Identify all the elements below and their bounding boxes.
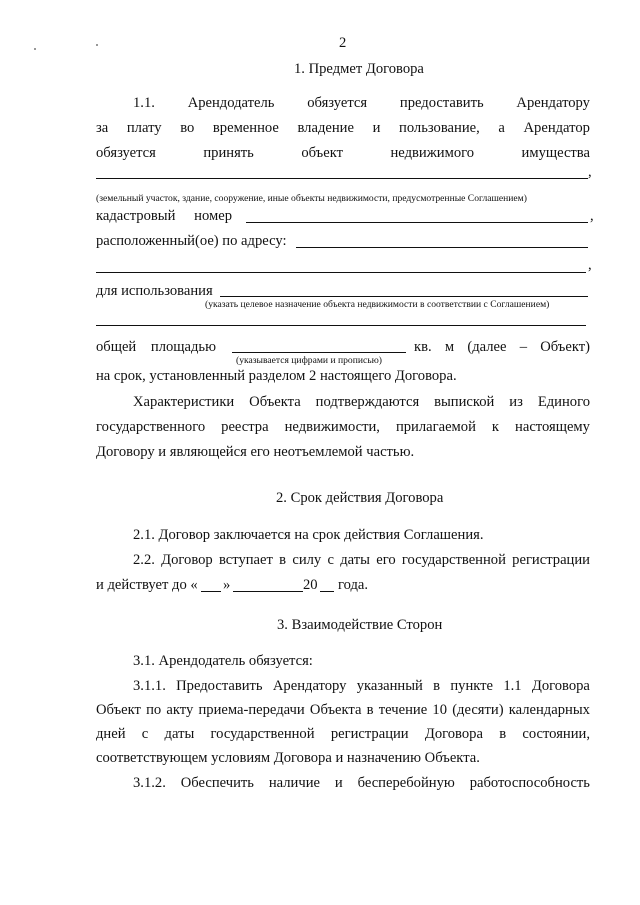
text-line: 2.1. Договор заключается на срок действия Соглашения. [133, 527, 484, 543]
cadastral-blank-line [246, 222, 588, 223]
year-blank-line [320, 591, 334, 592]
address-label: расположенный(ое) по адресу: [96, 233, 287, 249]
day-blank-line [201, 591, 221, 592]
text-line: за плату во временное владение и пользование, а Арендатор [96, 120, 590, 136]
text-line: и действует до « [96, 577, 198, 593]
text-line: 3.1.1. Предоставить Арендатору указанный в пункте 1.1 Договора [133, 678, 590, 694]
comma: , [588, 257, 592, 273]
area-label: общей площадью [96, 339, 216, 355]
text-line: Объект по акту приема-передачи Объекта в течение 10 (десяти) календарных [96, 702, 590, 718]
page-number: 2 [339, 35, 347, 51]
text-line: 3.1.2. Обеспечить наличие и бесперебойную работоспособность [133, 775, 590, 791]
hint-object-types: (земельный участок, здание, сооружение, иные объекты недвижимости, предусмотренные Соглашением) [96, 193, 527, 204]
cadastral-label: кадастровый номер [96, 208, 232, 224]
text-line: года. [338, 577, 369, 593]
usage-blank-line [220, 296, 588, 297]
hint-usage: (указать целевое назначение объекта недвижимости в соответствии с Соглашением) [205, 299, 550, 310]
usage-label: для использования [96, 283, 213, 299]
area-blank-line [232, 352, 406, 353]
text-line: обязуется принять объект недвижимого имущества [96, 145, 590, 161]
hint-area: (указывается цифрами и прописью) [236, 355, 382, 366]
comma: , [588, 164, 592, 180]
address-blank-line [296, 247, 588, 248]
object-type-blank-line [96, 178, 588, 179]
area-tail: кв. м (далее – Объект) [414, 339, 590, 355]
address-blank-line-2 [96, 272, 586, 273]
section-title: 1. Предмет Договора [294, 61, 424, 77]
text-line: Характеристики Объекта подтверждаются выпиской из Единого [133, 394, 590, 410]
text-line: соответствующем условиям Договора и назначению Объекта. [96, 750, 480, 766]
scan-speck [34, 48, 36, 50]
text-line: Договору и являющейся его неотъемлемой частью. [96, 444, 415, 460]
scan-speck [96, 44, 98, 46]
text-line: 3.1. Арендодатель обязуется: [133, 653, 313, 669]
month-blank-line [233, 591, 303, 592]
section-title: 2. Срок действия Договора [276, 490, 444, 506]
text-line: 1.1. Арендодатель обязуется предоставить Арендатору [133, 95, 590, 111]
comma: , [590, 208, 594, 224]
text-line: государственного реестра недвижимости, прилагаемой к настоящему [96, 419, 590, 435]
text-line: на срок, установленный разделом 2 настоящего Договора. [96, 368, 457, 384]
text-line: 2.2. Договор вступает в силу с даты его государственной регистрации [133, 552, 590, 568]
usage-blank-line-2 [96, 325, 586, 326]
text-line: 20 [303, 577, 318, 593]
section-title: 3. Взаимодействие Сторон [277, 617, 443, 633]
text-line: » [223, 577, 231, 593]
text-line: дней с даты государственной регистрации Договора в состоянии, [96, 726, 590, 742]
